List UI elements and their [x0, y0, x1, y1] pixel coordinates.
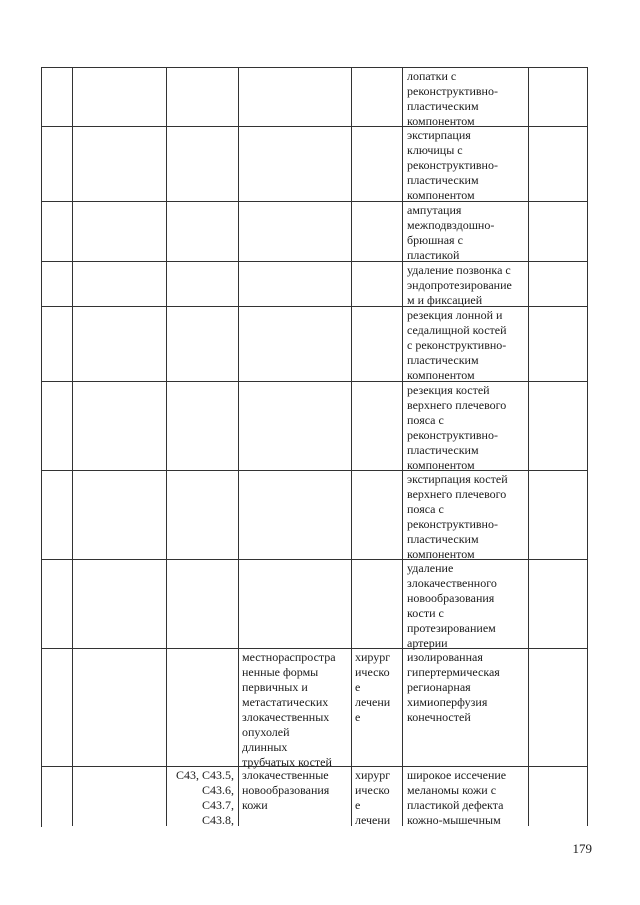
column-divider: [402, 68, 403, 826]
method-cell: экстирпация ключицы с реконструктивно- пластическим компонентом: [407, 128, 498, 202]
method-cell: изолированная гипертермическая регионарная химиоперфузия конечностей: [407, 650, 500, 724]
method-cell: лопатки с реконструктивно- пластическим компонентом: [407, 69, 498, 128]
method-cell: ампутация межподвздошно- брюшная с пластикой: [407, 203, 495, 262]
column-divider: [166, 68, 167, 826]
method-cell: резекция костей верхнего плечевого пояса с реконструктивно- пластическим компонентом: [407, 383, 507, 472]
column-divider: [528, 68, 529, 826]
treatment-type-cell: хирург ическо е лечени: [355, 768, 391, 827]
column-divider: [72, 68, 73, 826]
method-cell: резекция лонной и седалищной костей с реконструктивно- пластическим компонентом: [407, 308, 507, 382]
treatment-type-cell: хирург ическо е лечени е: [355, 650, 391, 724]
method-cell: экстирпация костей верхнего плечевого пояса с реконструктивно- пластическим компонентом: [407, 472, 508, 561]
icd-codes-cell: C43, C43.5, C43.6, C43.7, C43.8,: [175, 768, 234, 827]
diagnosis-cell: злокачественные новообразования кожи: [242, 768, 330, 812]
column-divider: [238, 68, 239, 826]
method-cell: широкое иссечение меланомы кожи с пластикой дефекта кожно-мышечным: [407, 768, 507, 827]
method-cell: удаление злокачественного новообразования кости с протезированием артерии: [407, 561, 497, 650]
medical-services-table: [41, 67, 588, 827]
column-divider: [351, 68, 352, 826]
page-number: 179: [572, 841, 592, 856]
diagnosis-cell: местнораспростра ненные формы первичных и метастатических злокачественных опухолей длинных трубчатых костей: [242, 650, 336, 769]
method-cell: удаление позвонка с эндопротезирование м и фиксацией: [407, 263, 512, 307]
table-right-border: [587, 68, 588, 826]
